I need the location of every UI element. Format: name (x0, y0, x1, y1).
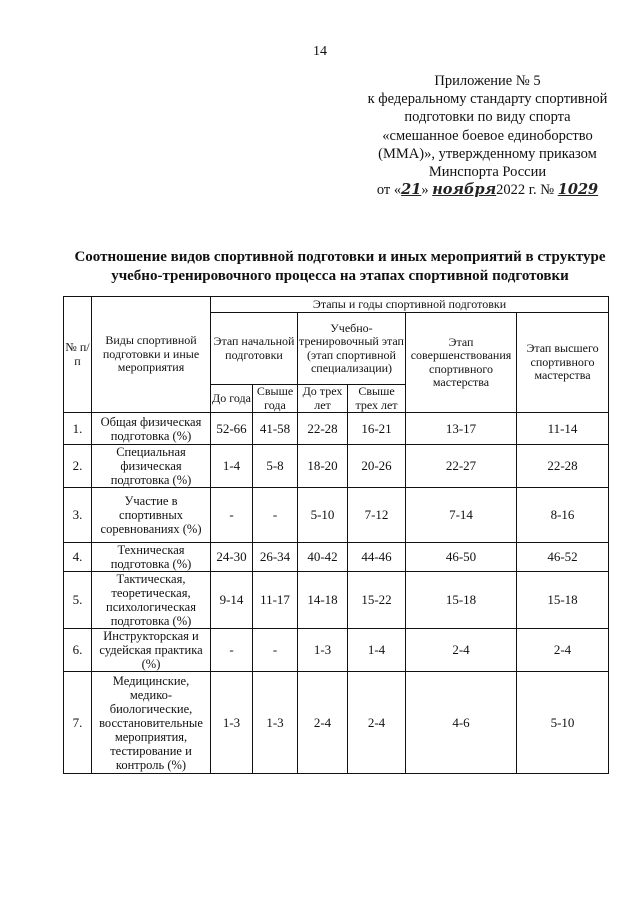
cell-value: - (211, 629, 253, 672)
row-number: 7. (64, 672, 92, 774)
table-row (64, 445, 609, 488)
header-highest-stage: Этап высшего спортивного мастерства (517, 313, 609, 413)
cell-value: 1-4 (211, 445, 253, 488)
header-over-year: Свыше года (253, 385, 298, 413)
cell-value: 15-18 (517, 572, 609, 629)
cell-value: 11-17 (253, 572, 298, 629)
cell-value: 2-4 (348, 672, 406, 774)
cell-value: - (253, 629, 298, 672)
cell-value: 16-21 (348, 413, 406, 445)
cell-value: 5-10 (298, 488, 348, 543)
cell-value: 46-52 (517, 543, 609, 572)
row-number: 3. (64, 488, 92, 543)
cell-value: 40-42 (298, 543, 348, 572)
row-number: 6. (64, 629, 92, 672)
cell-value: 2-4 (298, 672, 348, 774)
cell-value: 5-8 (253, 445, 298, 488)
cell-value: 26-34 (253, 543, 298, 572)
appendix-line: Минспорта России (428, 164, 547, 181)
cell-value: 41-58 (253, 413, 298, 445)
date-year: 2022 г. № (496, 182, 558, 199)
header-num: № п/п (64, 297, 92, 413)
header-training-stage: Учебно-тренировочный этап (этап спортивной специализации) (298, 313, 406, 385)
table-row (64, 488, 609, 543)
cell-value: 22-28 (517, 445, 609, 488)
cell-value: 52-66 (211, 413, 253, 445)
handwritten-month: ноября (432, 181, 497, 199)
title-line-2: учебно-тренировочного процесса на этапах спортивной подготовки (111, 268, 569, 284)
cell-value: 15-18 (406, 572, 517, 629)
cell-value: 4-6 (406, 672, 517, 774)
table-row (64, 572, 609, 629)
appendix-line: подготовки по виду спорта (404, 109, 571, 126)
appendix-line: «смешанное боевое единоборство (382, 127, 593, 144)
row-number: 4. (64, 543, 92, 572)
cell-value: 7-14 (406, 488, 517, 543)
order-date-line (345, 181, 630, 199)
cell-value: 2-4 (406, 629, 517, 672)
header-improvement-stage: Этап совершенствования спортивного мастерства (406, 313, 517, 413)
document-title (60, 248, 620, 286)
header-stages: Этапы и годы спортивной подготовки (211, 297, 609, 313)
cell-value: 7-12 (348, 488, 406, 543)
cell-value: 14-18 (298, 572, 348, 629)
handwritten-order-number: 1029 (557, 181, 599, 199)
cell-value: 1-3 (253, 672, 298, 774)
row-number: 5. (64, 572, 92, 629)
header-over-three: Свыше трех лет (348, 385, 406, 413)
row-name: Участие в спортивных соревнованиях (%) (92, 488, 211, 543)
appendix-header (345, 72, 630, 199)
cell-value: 20-26 (348, 445, 406, 488)
table-row (64, 629, 609, 672)
cell-value: 11-14 (517, 413, 609, 445)
row-number: 2. (64, 445, 92, 488)
page-number: 14 (313, 44, 327, 59)
cell-value: - (253, 488, 298, 543)
cell-value: 1-3 (211, 672, 253, 774)
training-ratio-table (63, 296, 609, 774)
cell-value: 2-4 (517, 629, 609, 672)
cell-value: 22-27 (406, 445, 517, 488)
cell-value: - (211, 488, 253, 543)
cell-value: 1-4 (348, 629, 406, 672)
row-name: Тактическая, теоретическая, психологическая подготовка (%) (92, 572, 211, 629)
date-prefix: от « (376, 182, 402, 199)
cell-value: 22-28 (298, 413, 348, 445)
title-line-1: Соотношение видов спортивной подготовки и иных мероприятий в структуре (74, 249, 606, 265)
header-types: Виды спортивной подготовки и иные мероприятия (92, 297, 211, 413)
table-row (64, 543, 609, 572)
cell-value: 18-20 (298, 445, 348, 488)
header-up-to-year: До года (211, 385, 253, 413)
appendix-line: к федеральному стандарту спортивной (367, 91, 608, 108)
row-name: Специальная физическая подготовка (%) (92, 445, 211, 488)
handwritten-day: 21 (401, 181, 422, 199)
table-row (64, 413, 609, 445)
cell-value: 9-14 (211, 572, 253, 629)
table-row (64, 672, 609, 774)
cell-value: 44-46 (348, 543, 406, 572)
header-initial-stage: Этап начальной подготовки (211, 313, 298, 385)
cell-value: 46-50 (406, 543, 517, 572)
cell-value: 13-17 (406, 413, 517, 445)
header-up-to-three: До трех лет (298, 385, 348, 413)
cell-value: 8-16 (517, 488, 609, 543)
cell-value: 15-22 (348, 572, 406, 629)
cell-value: 24-30 (211, 543, 253, 572)
row-number: 1. (64, 413, 92, 445)
row-name: Инструкторская и судейская практика (%) (92, 629, 211, 672)
row-name: Медицинские, медико-биологические, восстановительные мероприятия, тестирование и контроль (%) (92, 672, 211, 774)
appendix-line: Приложение № 5 (434, 73, 541, 89)
row-name: Техническая подготовка (%) (92, 543, 211, 572)
row-name: Общая физическая подготовка (%) (92, 413, 211, 445)
cell-value: 5-10 (517, 672, 609, 774)
cell-value: 1-3 (298, 629, 348, 672)
date-mid: » (421, 182, 433, 199)
appendix-line: (ММА)», утвержденному приказом (378, 145, 597, 162)
